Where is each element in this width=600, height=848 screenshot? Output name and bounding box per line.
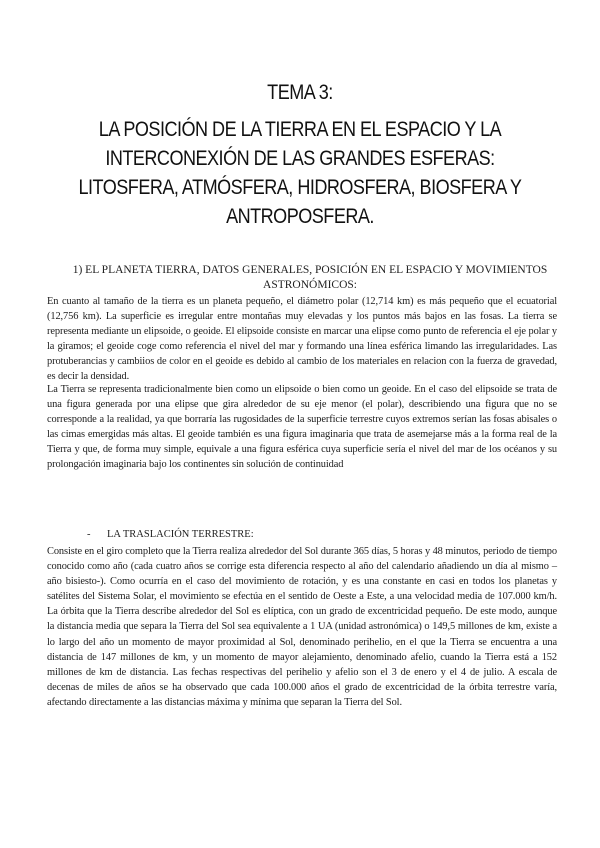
subsection-heading xyxy=(87,528,254,542)
title-line-2: LA POSICIÓN DE LA TIERRA EN EL ESPACIO Y LA INTERCONEXIÓN DE LAS GRANDES ESFERAS: LITOSFERA, ATMÓSFERA, HIDROSFERA, BIOSFERA Y ANTROPOSFERA. xyxy=(78,118,522,228)
subsection-dash: - xyxy=(87,529,91,540)
subsection-heading-text: LA TRASLACIÓN TERRESTRE: xyxy=(107,529,254,540)
paragraph-representation: La Tierra se representa tradicionalmente bien como un elipsoide o bien como un geoide. En el caso del elipsoide se trata de una figura generada por una elipse que gira alrededor de su eje menor (el polar), describiendo una figura que no se corresponde a la realidad, ya que borraría las rugosidades de la superficie terrestre cuyos extremos serían las fosas abisales o las cimas emergidas más altas. El geoide también es una figura imaginaria que trata de asemejarse más a la forma real de la Tierra y que, de forma muy simple, equivale a una figura esférica cuya superficie sería el nivel del mar de los océanos y su prolongación imaginaria bajo los continentes sin solución de continuidad xyxy=(47,384,557,471)
section-heading: 1) EL PLANETA TIERRA, DATOS GENERALES, POSICIÓN EN EL ESPACIO Y MOVIMIENTOS ASTRONÓMICOS: xyxy=(72,264,548,291)
paragraph-translation: Consiste en el giro completo que la Tierra realiza alrededor del Sol durante 365 días, 5 horas y 48 minutos, periodo de tiempo conocido como año (cada cuatro años se corrige esta diferencia respecto al año del calendario añadiendo un día al mismo –año bisiesto-). Como ocurría en el caso del movimiento de rotación, y es una constante en casi en todos los planetas y satélites del Sistema Solar, el movimiento se efectúa en el sentido de Oeste a Este, a una velocidad media de 107.000 km/h. La órbita que la Tierra describe alrededor del Sol es elíptica, con un grado de excentricidad pequeño. De este modo, aunque la distancia media que separa la Tierra del Sol sea equivalente a 1 UA (unidad astronómica) o 149,5 millones de km, existe a lo largo del año un momento de mayor proximidad al Sol, denominado perihelio, en el que la Tierra se encuentra a una distancia de 147 millones de km, y un momento de mayor alejamiento, denominado afelio, cuando la Tierra está a 152 millones de km de distancia. Las fechas respectivas del perihelio y afelio son el 3 de enero y el 4 de julio. A escala de decenas de miles de años se ha observado que cada 100.000 años el grado de excentricidad de la órbita terrestre varía, afectando directamente a las distancias máxima y mínima que separan la Tierra del Sol. xyxy=(47,546,557,708)
paragraph-size: En cuanto al tamaño de la tierra es un planeta pequeño, el diámetro polar (12,714 km) es más pequeño que el ecuatorial (12,756 km). La superficie es irregular entre montañas muy elevadas y los puntos más bajos en las fosas. La tierra se representa mediante un elipsoide, o geoide. El elipsoide consiste en marcar una elipse como punto de referencia el eje polar y la giramos; el geoide coge como referencia el nivel del mar y formando una línea esférica limando las irregularidades. Las protuberancias y cambiios de color en el geoide es debido al cambio de los materiales en relacion con la fuerza de gravedad, es decir la densidad. xyxy=(47,296,557,383)
title-line-1: TEMA 3: xyxy=(267,81,333,104)
page-title xyxy=(59,78,541,231)
